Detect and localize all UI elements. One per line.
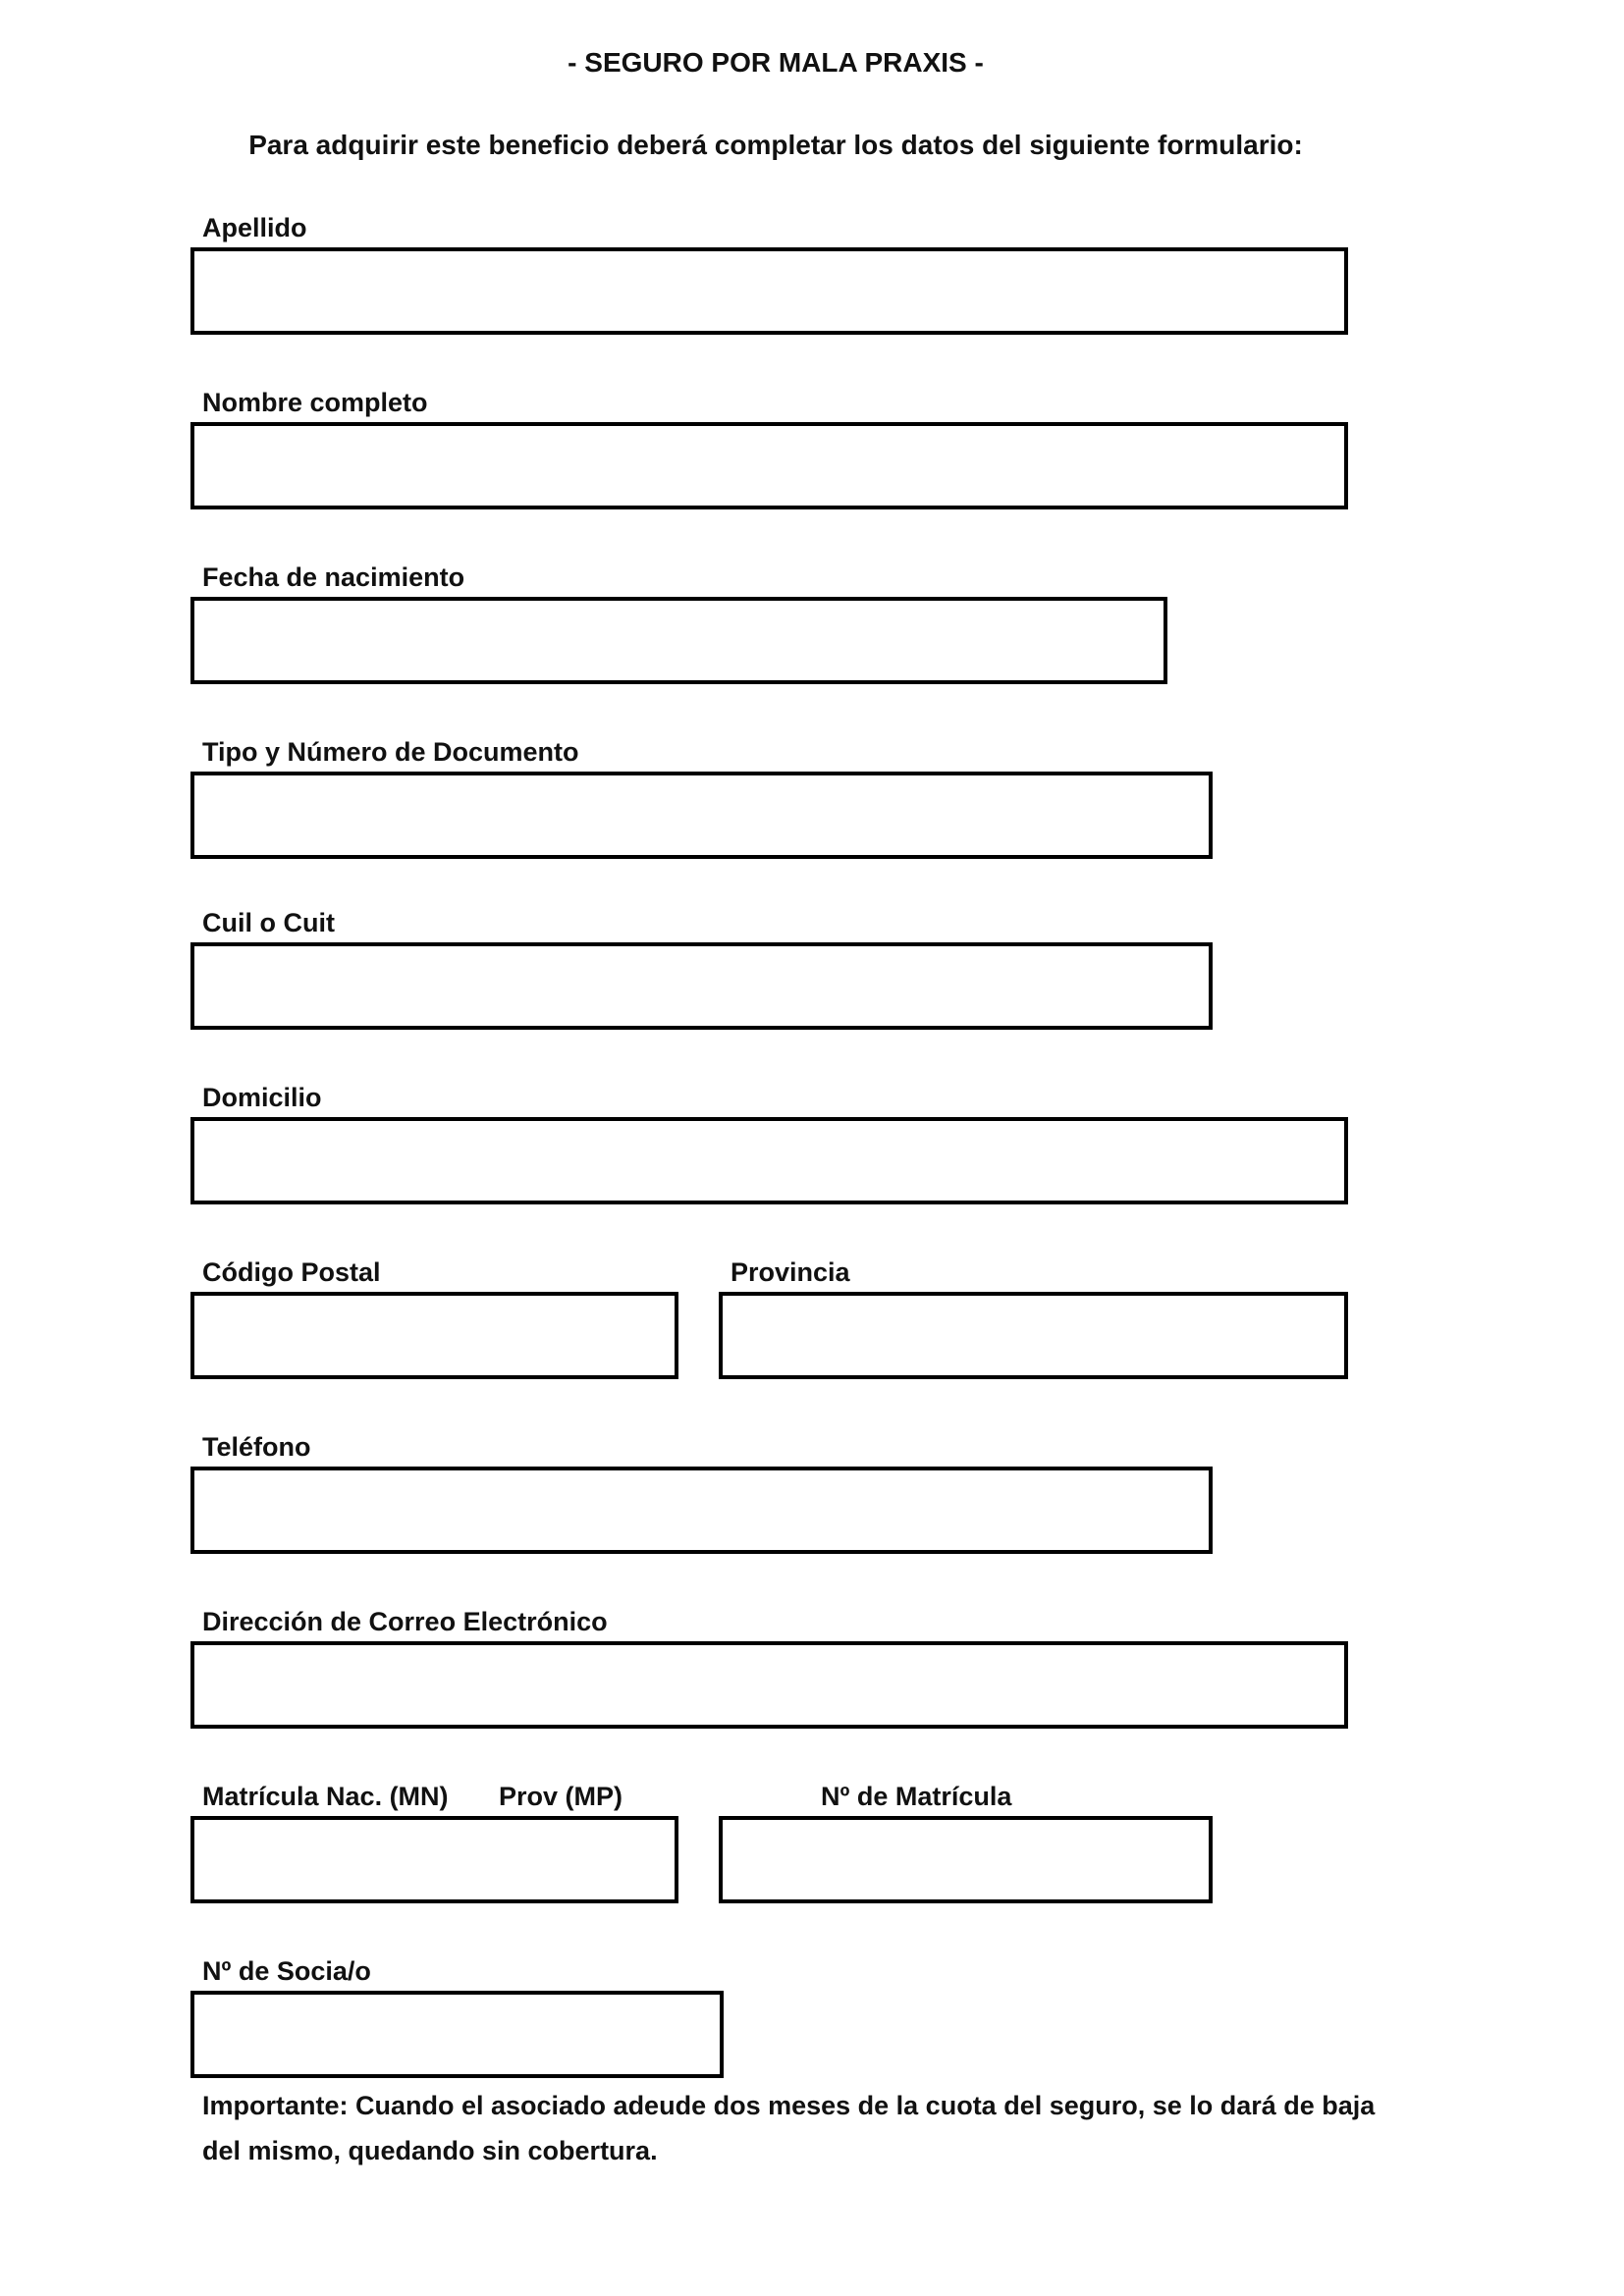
form-title: - SEGURO POR MALA PRAXIS - [568, 47, 984, 78]
nombre-label: Nombre completo [202, 388, 428, 417]
matricula-numero-input[interactable] [719, 1816, 1213, 1903]
cuil-label: Cuil o Cuit [202, 908, 335, 937]
matricula-numero-label: Nº de Matrícula [821, 1782, 1012, 1811]
provincia-input[interactable] [719, 1292, 1348, 1379]
domicilio-label: Domicilio [202, 1083, 322, 1112]
form-instructions: Para adquirir este beneficio deberá completar los datos del siguiente formulario: [248, 130, 1303, 160]
apellido-label: Apellido [202, 213, 307, 242]
fecha-nacimiento-input[interactable] [190, 597, 1167, 684]
matricula-tipo-input[interactable] [190, 1816, 678, 1903]
cuil-input[interactable] [190, 942, 1213, 1030]
domicilio-input[interactable] [190, 1117, 1348, 1204]
codigo-postal-input[interactable] [190, 1292, 678, 1379]
telefono-label: Teléfono [202, 1432, 311, 1462]
socio-input[interactable] [190, 1991, 724, 2078]
matricula-nacional-label: Matrícula Nac. (MN) [202, 1782, 449, 1811]
email-label: Dirección de Correo Electrónico [202, 1607, 608, 1636]
provincia-label: Provincia [731, 1257, 850, 1287]
nombre-input[interactable] [190, 422, 1348, 509]
matricula-provincial-label: Prov (MP) [499, 1782, 623, 1811]
email-input[interactable] [190, 1641, 1348, 1729]
important-note: Importante: Cuando el asociado adeude dos meses de la cuota del seguro, se lo dará de baja del mismo, quedando sin cobertura. [202, 2091, 1376, 2165]
codigo-postal-label: Código Postal [202, 1257, 381, 1287]
fecha-nacimiento-label: Fecha de nacimiento [202, 562, 465, 592]
documento-input[interactable] [190, 772, 1213, 859]
documento-label: Tipo y Número de Documento [202, 737, 579, 767]
socio-label: Nº de Socia/o [202, 1956, 371, 1986]
telefono-input[interactable] [190, 1467, 1213, 1554]
apellido-input[interactable] [190, 247, 1348, 335]
